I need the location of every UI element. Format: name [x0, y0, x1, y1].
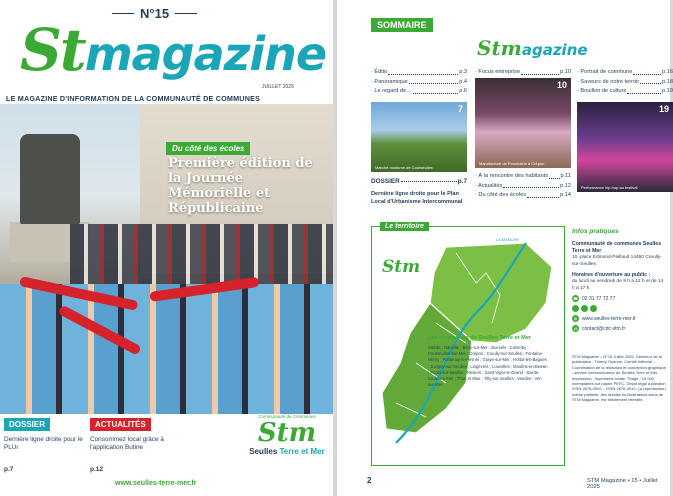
issue-date: JUILLET 2025 [262, 84, 294, 90]
dossier-page: p.7 [4, 466, 14, 473]
dot-leader [627, 87, 661, 94]
phone-row[interactable] [572, 295, 667, 302]
phone-icon: ☎ [573, 296, 578, 301]
infos-title: Infos pratiques [572, 228, 619, 235]
toc-entry-page: p.6 [459, 88, 467, 94]
thumb-caption: Performance hip-hop au festival [581, 185, 638, 190]
mail-row[interactable] [572, 325, 667, 332]
cdc-brand [244, 414, 330, 456]
toc-entry[interactable] [475, 172, 571, 182]
toc-entry-title: · Du côté des écoles [475, 192, 526, 198]
contents-logo-mag: agazine [521, 41, 588, 59]
website-link[interactable]: www.seulles-terre-mer.fr [115, 480, 197, 487]
sea-label: LA MANCHE [496, 237, 520, 242]
contents-logo-st: Stm [477, 36, 522, 60]
sommaire-tab: SOMMAIRE [371, 18, 433, 32]
toc-entry[interactable] [475, 68, 571, 78]
mail-icon: @ [573, 326, 578, 331]
toc-entry-page: p.14 [560, 192, 571, 198]
facebook-icon[interactable] [572, 305, 579, 312]
thumb-festival[interactable] [577, 102, 673, 192]
toc-entry[interactable] [475, 191, 571, 201]
toc-entry-title: · Portrait de commune [577, 69, 633, 75]
toc-dossier-page: p.7 [457, 178, 467, 185]
toc-entry-title: · Focus entreprise [475, 69, 521, 75]
dossier-label: DOSSIER [4, 418, 50, 431]
brand-name-b: Terre et Mer [279, 447, 325, 456]
territoire-tab: Le territoire [380, 222, 429, 231]
thumb-num: 19 [658, 104, 669, 114]
toc-entry-title: · Le regard de… [371, 88, 412, 94]
tagline: LE MAGAZINE D'INFORMATION DE LA COMMUNAUTÉ DE COMMUNES [6, 94, 261, 103]
cover-actualites-teaser[interactable] [90, 414, 176, 473]
toc-entry-title: · Saveurs de notre terroir [577, 78, 640, 85]
cover-dossier-teaser[interactable] [4, 414, 90, 473]
phone-number: 02 31 77 72 77 [582, 295, 616, 302]
thumb-num: 10 [556, 80, 567, 90]
brand-stm: Stm [257, 418, 317, 448]
thumb-manufacture[interactable] [475, 78, 571, 168]
toc-dossier[interactable] [371, 178, 467, 185]
toc-entry-page: p.10 [560, 69, 571, 75]
contents-logo [477, 36, 588, 60]
toc-entry-title: · Actualités [475, 182, 503, 189]
cover-kicker: Du côté des écoles [166, 142, 250, 155]
magazine-logo [20, 16, 326, 84]
dossier-text: Dernière ligne droite pour le PLUi [4, 436, 83, 451]
communes-list: Amblie ; Banville ; Bény-sur-Mer ; Bucéels ; Colomby ; Courseulles-sur-Mer ; Crépon ; Creully-sur-Seulles ; Fontaine-Henry ; Fontenay-le-Pesnel ; Graye-sur-Mer ; Hottot-les-Bagues ; Juvigny-sur-Seulles ; Lingèvres ; Loucelles ; Moulins-en-Bessin ; Ponts-sur-Seulles ; Reviers ; Saint-Vigor-le-Grand ; Sainte-Croix-sur-Mer ; Thue et Mue ; Tilly-sur-Seulles ; Vendes ; Ver-sur-Mer. [428, 345, 548, 388]
toc-entry-title: · À la rencontre des habitants [475, 173, 549, 179]
toc-entry-title: · Édito [371, 69, 388, 75]
toc-entry-page: p.18 [662, 78, 673, 85]
dot-leader [409, 78, 459, 85]
toc-entry[interactable] [371, 68, 467, 78]
thumb-caption: Marché nocturne de Courseulles [375, 165, 433, 170]
toc-column-2b [475, 172, 571, 201]
dot-leader [503, 182, 559, 189]
toc-entry-page: p.12 [560, 182, 571, 189]
thumb-market[interactable] [371, 102, 467, 172]
linkedin-icon[interactable] [590, 305, 597, 312]
contents-page [337, 0, 673, 496]
dot-leader [527, 191, 559, 198]
footer-magazine: STM Magazine • 15 • Juillet 2025 [587, 478, 658, 490]
logo-magazine: magazine [84, 27, 327, 81]
toc-entry[interactable] [371, 87, 467, 97]
actualites-label: ACTUALITÉS [90, 418, 151, 431]
dot-leader [388, 68, 458, 75]
brand-small: Communauté de Communes [258, 414, 316, 419]
dot-leader [549, 172, 559, 179]
toc-column-2 [475, 68, 571, 78]
toc-dossier-label: DOSSIER [371, 178, 400, 185]
page-number: 2 [367, 476, 372, 485]
logo-st: St [20, 16, 85, 84]
infos-address: 10, place Edmond-Paillaud 14480 Creully-sur-Seulles [572, 255, 662, 267]
toc-column-3 [577, 68, 673, 97]
territoire-stm: Stm [382, 257, 421, 277]
toc-entry[interactable] [577, 87, 673, 97]
dot-leader [521, 68, 559, 75]
cover-headline: Première édition de la Journée Mémorielle et Républicaine [168, 156, 313, 216]
children-dancing [0, 284, 333, 414]
dot-leader [640, 78, 661, 85]
mail-link: contact@cdc-stm.fr [582, 325, 626, 332]
toc-entry-page: p.19 [662, 88, 673, 94]
toc-entry[interactable] [577, 68, 673, 78]
brand-name-a: Seulles [249, 447, 280, 456]
toc-entry[interactable] [475, 182, 571, 192]
globe-icon: ◍ [573, 316, 578, 321]
infos-hours: du lundi au vendredi de 9 h à 12 h et de 14 h à 17 h [572, 279, 664, 291]
dot-leader [413, 87, 458, 94]
thumb-caption: Manufacture de Porcelaine à Crépon [479, 161, 545, 166]
statue [20, 134, 80, 224]
toc-column-1 [371, 68, 467, 97]
thumb-num: 7 [457, 104, 463, 114]
web-row[interactable] [572, 315, 667, 322]
toc-entry-title: · Panoramique [371, 78, 408, 85]
toc-entry-title: · Bouillon de culture [577, 88, 627, 94]
dot-leader [401, 178, 457, 182]
social-icons [572, 305, 667, 312]
web-link: www.seulles-terre-mer.fr [582, 315, 636, 322]
infos-hours-title: Horaires d'ouverture au public : [572, 272, 651, 278]
toc-entry[interactable] [371, 78, 467, 88]
communes-title: Les communes de Seulles Terre et Mer [428, 335, 532, 341]
instagram-icon[interactable] [581, 305, 588, 312]
territoire-box [371, 223, 565, 466]
infos-name: Communauté de communes Seulles Terre et Mer [572, 241, 662, 254]
issue-number: N°15 [140, 6, 170, 21]
dot-leader [633, 68, 661, 75]
toc-entry-page: p.3 [459, 69, 467, 75]
toc-entry[interactable] [577, 78, 673, 88]
credits: STM Magazine – N°15 Juillet 2025. Directeur de la publication : Thierry Osenne. Comité éditorial – Coordination de la rédaction et conception graphique : service communication de Seulles Terre et Mer. Impression : imprimerie locale. Tirage : 15 000 exemplaires sur papier PEFC. Dépôt légal à parution. ISSN 2676-0002 – ISSN 2676-0010. La reproduction, même partielle, des articles ou illustrations issus de STM Magazine, est strictement interdite. [572, 354, 667, 403]
infos-pratiques [572, 228, 667, 332]
actualites-page: p.12 [90, 466, 104, 473]
toc-entry-page: p.11 [560, 173, 571, 179]
toc-entry-page: p.4 [459, 78, 467, 85]
cover-page [0, 0, 333, 496]
toc-dossier-desc: Dernière ligne droite pour le Plan Local d'Urbanisme Intercommunal [371, 191, 463, 205]
actualites-text: Consommez local grâce à l'application Butine [90, 436, 164, 451]
brand-name [244, 447, 330, 456]
toc-entry-page: p.16 [662, 69, 673, 75]
